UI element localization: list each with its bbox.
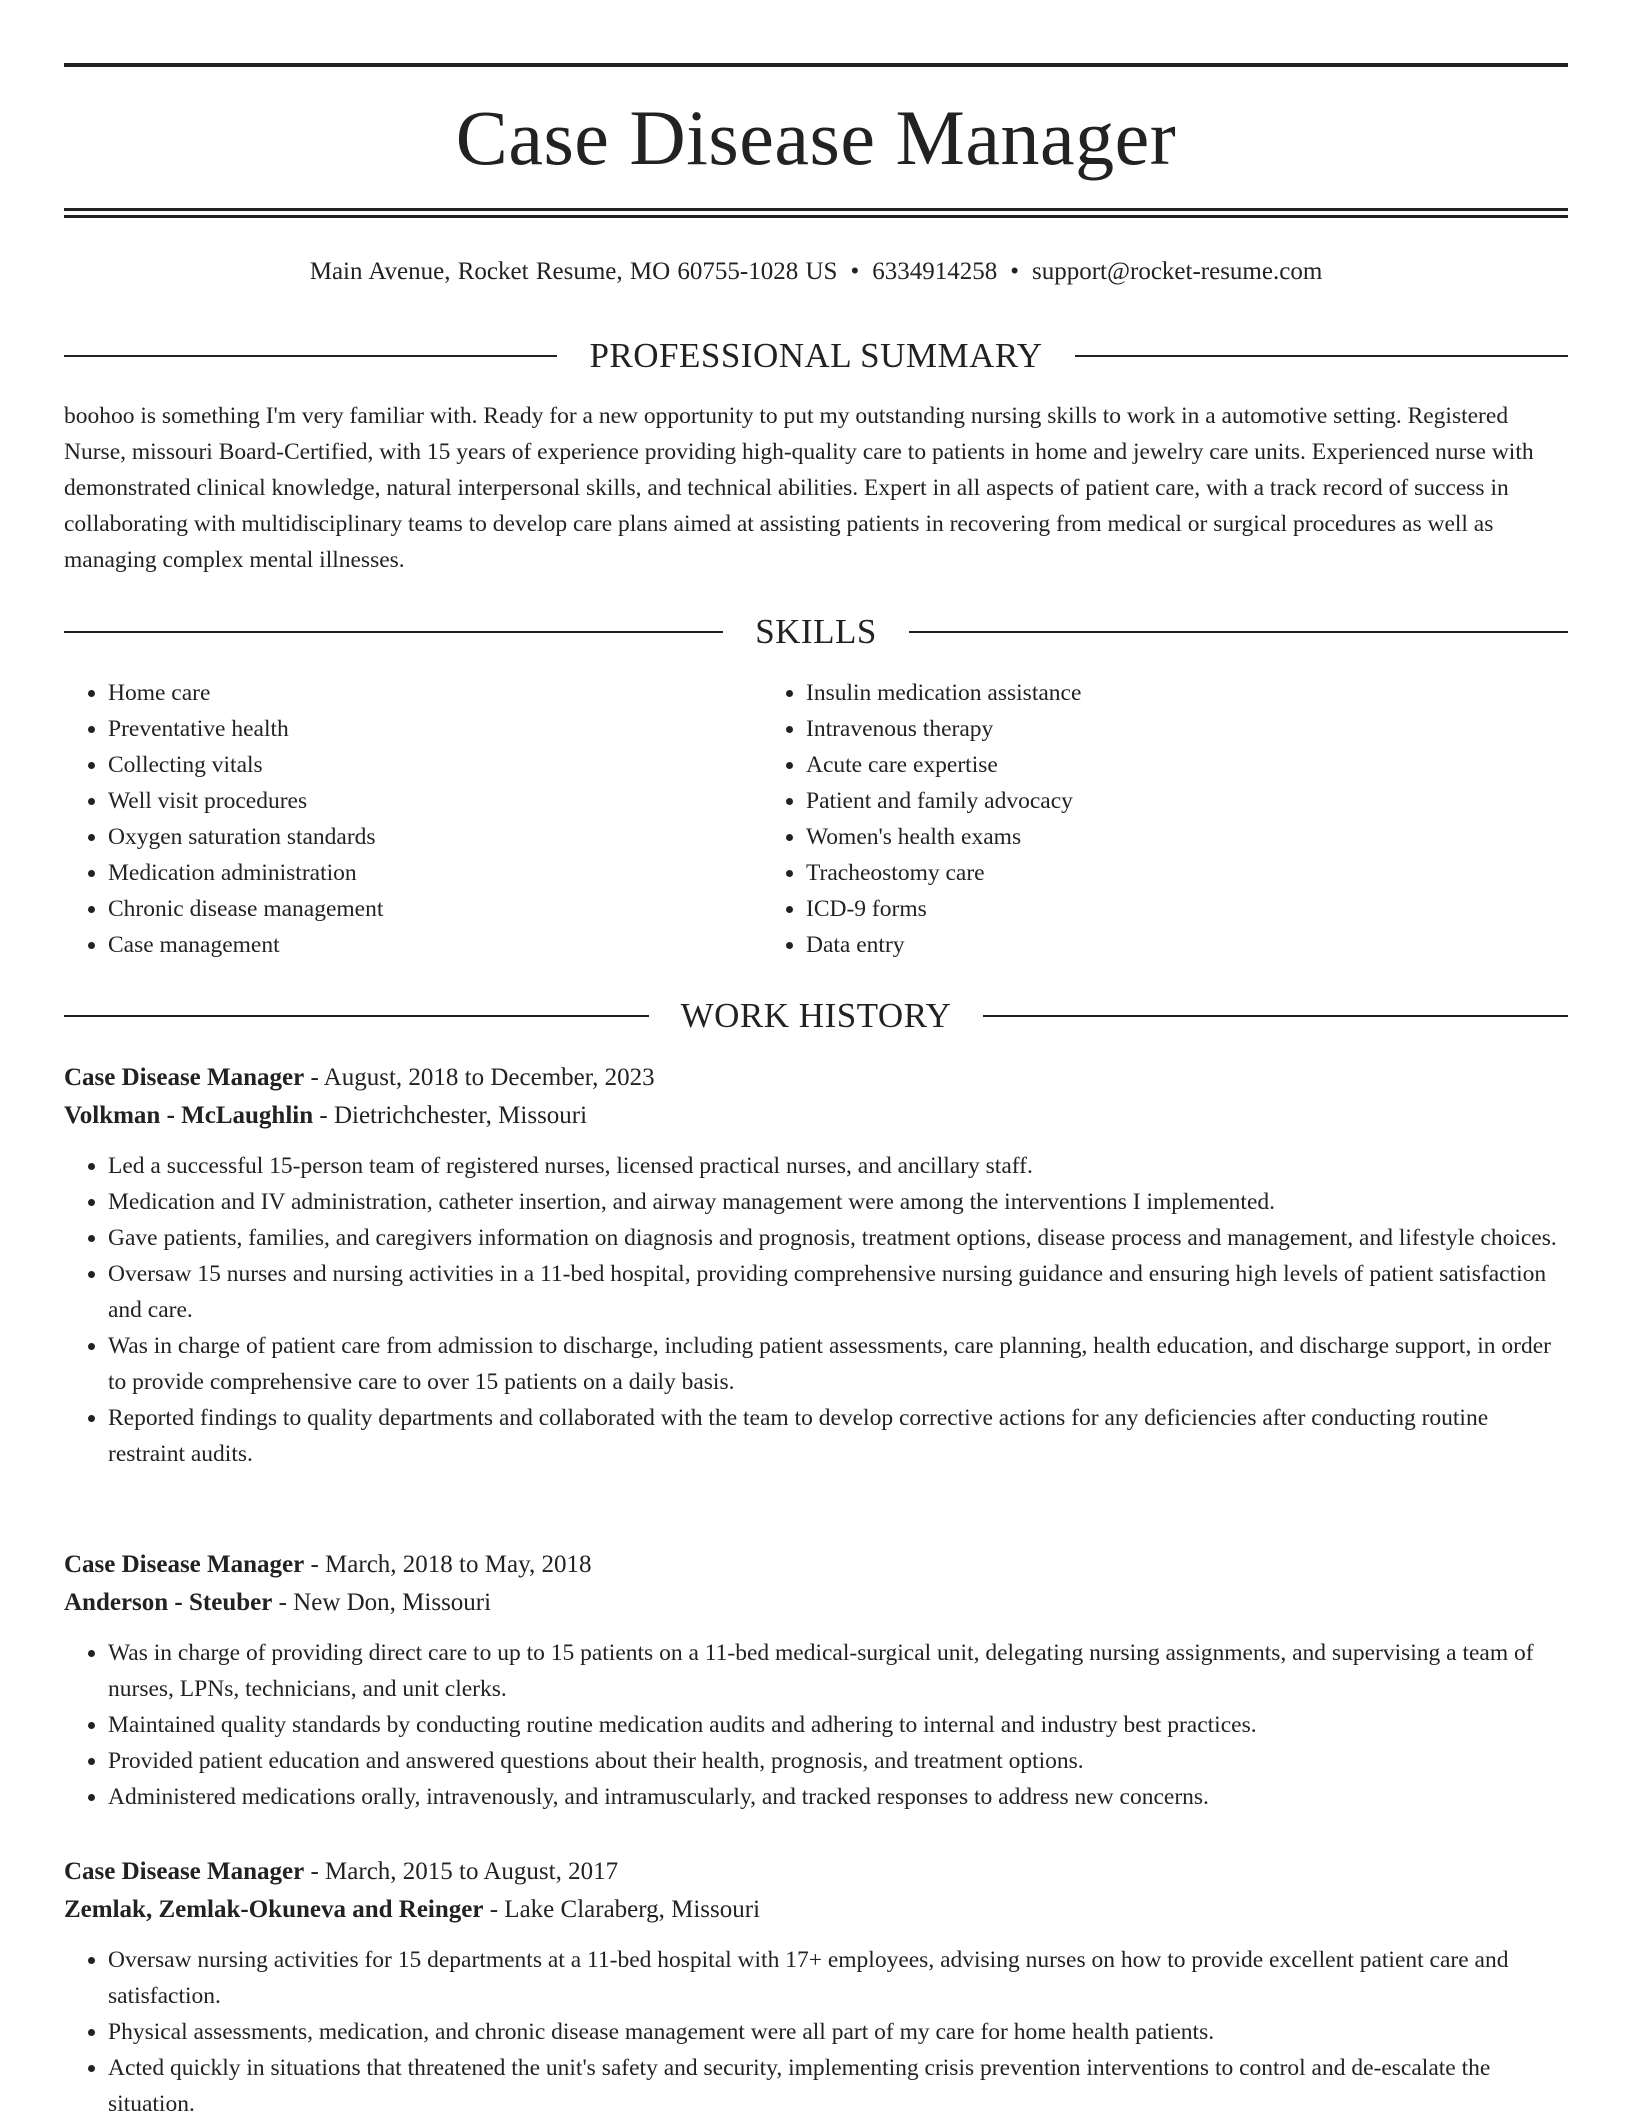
summary-paragraph: boohoo is something I'm very familiar with. Ready for a new opportunity to put my outstanding nursing skills to work in a automotive setting. Registered Nurse, missouri Board-Certified, with 15 years of experience providing high-quality care to patients in home and jewelry care units. Experienced nurse with demonstrated clinical knowledge, natural interpersonal skills, and technical abilities. Expert in all aspects of patient care, with a track record of success in collaborating with multidisciplinary teams to develop care plans aimed at assisting patients in recovering from medical or surgical procedures as well as managing complex mental illnesses. (64, 403, 1534, 573)
skill-item: • Home care (108, 675, 762, 711)
section-rule-right (1075, 355, 1568, 357)
contact-separator: • (850, 258, 860, 285)
job-bullet: • Acted quickly in situations that threatened the unit's safety and security, implementing crisis prevention interventions to control and de-escalate the situation. (108, 2050, 1568, 2122)
skills-column-right (762, 675, 1568, 963)
contact-address: Main Avenue, Rocket Resume, MO 60755-1028 US (309, 258, 838, 285)
skill-item: • Patient and family advocacy (806, 783, 1568, 819)
job-bullet: • Oversaw 15 nurses and nursing activities in a 11-bed hospital, providing comprehensive nursing guidance and ensuring high levels of patient satisfaction and care. (108, 1256, 1568, 1328)
section-rule-right (909, 631, 1568, 633)
section-rule-left (64, 1015, 649, 1017)
job-dates: - August, 2018 to December, 2023 (304, 1064, 655, 1091)
job-bullets (64, 1148, 1568, 1472)
job-company: Anderson - Steuber (64, 1589, 273, 1616)
job-bullet: • Medication and IV administration, catheter insertion, and airway management were among the interventions I implemented. (108, 1184, 1568, 1220)
job-title-line (64, 1059, 1568, 1097)
header-top-rule (64, 63, 1568, 67)
skill-item: • Data entry (806, 927, 1568, 963)
job-title-line (64, 1546, 1568, 1584)
job-bullet: • Physical assessments, medication, and chronic disease management were all part of my care for home health patients. (108, 2014, 1568, 2050)
job-company-line (64, 1097, 1568, 1135)
contact-line (64, 254, 1568, 290)
job-bullet: • Reported findings to quality departments and collaborated with the team to develop corrective actions for any deficiencies after conducting routine restraint audits. (108, 1400, 1568, 1472)
job-bullet: • Was in charge of providing direct care to up to 15 patients on a 11-bed medical-surgical unit, delegating nursing assignments, and supervising a team of nurses, LPNs, technicians, and unit clerks. (108, 1635, 1568, 1707)
job-company-line (64, 1891, 1568, 1929)
skill-item: • ICD-9 forms (806, 891, 1568, 927)
section-heading-summary (64, 334, 1568, 378)
header-double-rule (64, 208, 1568, 218)
job-location: - Dietrichchester, Missouri (313, 1102, 588, 1129)
section-heading-skills (64, 610, 1568, 654)
skill-item: • Intravenous therapy (806, 711, 1568, 747)
job-bullets (64, 1942, 1568, 2122)
skill-item: • Case management (108, 927, 762, 963)
contact-separator: • (1010, 258, 1019, 285)
section-title-summary: PROFESSIONAL SUMMARY (589, 336, 1043, 375)
skill-item: • Chronic disease management (108, 891, 762, 927)
skills-column-left (64, 675, 762, 963)
job-dates: - March, 2018 to May, 2018 (304, 1551, 592, 1578)
skill-item: • Insulin medication assistance (806, 675, 1568, 711)
job-entry (64, 1853, 1568, 2122)
job-company-line (64, 1584, 1568, 1622)
skill-item: • Collecting vitals (108, 747, 762, 783)
skill-item: • Oxygen saturation standards (108, 819, 762, 855)
job-entry (64, 1546, 1568, 1815)
job-company: Volkman - McLaughlin (64, 1102, 314, 1129)
contact-email: support@rocket-resume.com (1031, 258, 1323, 285)
job-location: - New Don, Missouri (272, 1589, 492, 1616)
section-title-skills: SKILLS (755, 612, 877, 651)
job-title: Case Disease Manager (64, 1551, 305, 1578)
job-title: Case Disease Manager (64, 1064, 305, 1091)
section-rule-left (64, 355, 557, 357)
skill-item: • Women's health exams (806, 819, 1568, 855)
section-heading-work (64, 994, 1568, 1038)
job-bullet: • Gave patients, families, and caregivers information on diagnosis and prognosis, treatment options, disease process and management, and lifestyle choices. (108, 1220, 1568, 1256)
skill-item: • Preventative health (108, 711, 762, 747)
job-bullet: • Oversaw nursing activities for 15 departments at a 11-bed hospital with 17+ employees, advising nurses on how to provide excellent patient care and satisfaction. (108, 1942, 1568, 2014)
skill-item: • Acute care expertise (806, 747, 1568, 783)
job-bullet: • Provided patient education and answered questions about their health, prognosis, and treatment options. (108, 1743, 1568, 1779)
job-bullet: • Was in charge of patient care from admission to discharge, including patient assessments, care planning, health education, and discharge support, in order to provide comprehensive care to over 15 patients on a daily basis. (108, 1328, 1568, 1400)
job-entry (64, 1059, 1568, 1472)
job-title: Case Disease Manager (64, 1858, 305, 1885)
skills-list (64, 675, 1568, 963)
skill-item: • Well visit procedures (108, 783, 762, 819)
skill-item: • Tracheostomy care (806, 855, 1568, 891)
resume-name-heading: Case Disease Manager (455, 94, 1177, 181)
job-location: - Lake Claraberg, Missouri (483, 1896, 761, 1923)
job-bullet: • Administered medications orally, intravenously, and intramuscularly, and tracked responses to address new concerns. (108, 1779, 1568, 1815)
skill-item: • Medication administration (108, 855, 762, 891)
job-company: Zemlak, Zemlak-Okuneva and Reinger (64, 1896, 484, 1923)
job-bullet: • Maintained quality standards by conducting routine medication audits and adhering to internal and industry best practices. (108, 1707, 1568, 1743)
job-bullet: • Led a successful 15-person team of registered nurses, licensed practical nurses, and ancillary staff. (108, 1148, 1568, 1184)
job-dates: - March, 2015 to August, 2017 (304, 1858, 619, 1885)
job-bullets (64, 1635, 1568, 1815)
job-title-line (64, 1853, 1568, 1891)
section-title-work: WORK HISTORY (680, 996, 952, 1035)
section-rule-left (64, 631, 723, 633)
section-rule-right (983, 1015, 1568, 1017)
contact-phone: 6334914258 (872, 258, 998, 285)
